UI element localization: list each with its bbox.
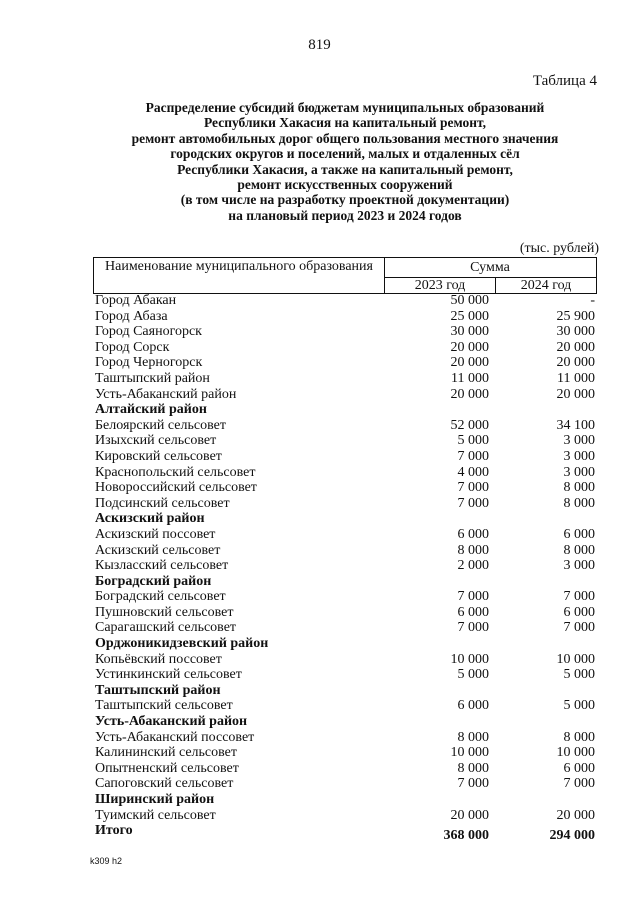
row-value-2023: 7 000	[457, 589, 489, 605]
row-value-2024: 3 000	[563, 464, 595, 480]
row-value-2024: 8 000	[563, 495, 595, 511]
row-value-2024: 20 000	[556, 355, 595, 371]
row-value-2024: 8 000	[563, 480, 595, 496]
title-line: на плановый период 2023 и 2024 годов	[228, 207, 462, 223]
row-name: Итого	[95, 823, 133, 839]
row-value-2023: 7 000	[457, 776, 489, 792]
table-row	[93, 324, 597, 340]
row-value-2023: 6 000	[457, 698, 489, 714]
row-name: Пушновский сельсовет	[95, 604, 234, 620]
row-name: Алтайский район	[95, 402, 207, 418]
row-name: Усть-Абаканский поссовет	[95, 729, 255, 745]
table-row	[93, 309, 597, 325]
table-row	[93, 371, 597, 387]
row-name: Калининский сельсовет	[95, 745, 237, 761]
title-line: Республики Хакасия, а также на капитальный ремонт,	[177, 161, 513, 177]
table-row	[93, 527, 597, 543]
row-name: Город Сорск	[95, 339, 170, 355]
footer-code: k309 h2	[90, 856, 123, 866]
row-value-2023: 5 000	[457, 433, 489, 449]
row-value-2023: 11 000	[451, 370, 489, 386]
row-value-2023: 50 000	[450, 293, 489, 308]
table-row	[93, 620, 597, 636]
units-label: (тыс. рублей)	[519, 241, 599, 256]
row-value-2024: 34 100	[556, 417, 595, 433]
table-row	[93, 589, 597, 605]
row-value-2024: 7 000	[563, 776, 595, 792]
table-row	[93, 558, 597, 574]
table-row	[93, 465, 597, 481]
row-value-2023: 4 000	[457, 464, 489, 480]
row-value-2024: 6 000	[563, 604, 595, 620]
total-2024: 294 000	[549, 828, 595, 843]
row-value-2024: 5 000	[563, 667, 595, 683]
title-line: ремонт искусственных сооружений	[237, 177, 453, 193]
row-value-2024: 20 000	[556, 807, 595, 823]
row-value-2024: 11 000	[557, 370, 595, 386]
table-row	[93, 496, 597, 512]
row-name: Кызласский сельсовет	[95, 558, 229, 574]
title-line: Республики Хакасия на капитальный ремонт,	[203, 115, 487, 131]
row-value-2023: 8 000	[457, 729, 489, 745]
title-line: ремонт автомобильных дорог общего пользования местного значения	[131, 130, 559, 146]
row-name: Краснопольский сельсовет	[95, 464, 256, 480]
row-name: Усть-Абаканский район	[95, 386, 237, 402]
row-value-2024: 25 900	[556, 308, 595, 324]
table-row	[93, 605, 597, 621]
row-name: Аскизский поссовет	[95, 526, 216, 542]
row-value-2023: 8 000	[457, 760, 489, 776]
row-name: Изыхский сельсовет	[95, 433, 217, 449]
row-value-2023: 10 000	[450, 651, 489, 667]
row-value-2023: 52 000	[450, 417, 489, 433]
header-year-2024: 2024 год	[520, 278, 572, 293]
row-value-2024: -	[590, 293, 595, 308]
header-year-2023: 2023 год	[414, 278, 466, 293]
table-row	[93, 730, 597, 746]
row-name: Кировский сельсовет	[95, 448, 222, 464]
row-name: Таштыпский район	[95, 370, 210, 386]
table-header	[93, 257, 597, 294]
total-2023: 368 000	[443, 828, 489, 843]
row-value-2023: 2 000	[457, 558, 489, 574]
table-row	[93, 698, 597, 714]
table-row	[93, 387, 597, 403]
title-line: городских округов и поселений, малых и отдаленных сёл	[170, 146, 520, 162]
row-name: Подсинский сельсовет	[95, 495, 230, 511]
table-row	[93, 355, 597, 371]
row-name: Усть-Абаканский район	[95, 714, 248, 730]
row-value-2023: 10 000	[450, 745, 489, 761]
table-row	[93, 543, 597, 559]
row-name: Аскизский район	[95, 511, 205, 527]
row-name: Город Саяногорск	[95, 324, 202, 340]
table-row	[93, 667, 597, 683]
district-heading-row	[93, 683, 597, 699]
row-name: Туимский сельсовет	[95, 807, 216, 823]
row-name: Город Абакан	[95, 293, 177, 308]
row-value-2023: 20 000	[450, 355, 489, 371]
table-row	[93, 418, 597, 434]
table-row	[93, 480, 597, 496]
row-value-2024: 3 000	[563, 433, 595, 449]
row-value-2023: 7 000	[457, 480, 489, 496]
row-name: Боградский район	[95, 573, 212, 589]
district-heading-row	[93, 402, 597, 418]
row-name: Новороссийский сельсовет	[95, 480, 257, 496]
table-row	[93, 449, 597, 465]
table-row	[93, 293, 597, 309]
row-name: Сапоговский сельсовет	[95, 776, 234, 792]
row-name: Белоярский сельсовет	[95, 417, 226, 433]
row-value-2024: 7 000	[563, 589, 595, 605]
row-value-2024: 30 000	[556, 324, 595, 340]
district-heading-row	[93, 574, 597, 590]
row-value-2023: 7 000	[457, 620, 489, 636]
row-name: Город Абаза	[95, 308, 168, 324]
header-sum: Сумма	[470, 260, 510, 275]
district-heading-row	[93, 792, 597, 808]
district-heading-row	[93, 636, 597, 652]
row-value-2024: 5 000	[563, 698, 595, 714]
page-number: 819	[308, 37, 331, 53]
row-value-2023: 20 000	[450, 807, 489, 823]
row-value-2023: 5 000	[457, 667, 489, 683]
table-row	[93, 776, 597, 792]
district-heading-row	[93, 511, 597, 527]
row-name: Таштыпский район	[95, 682, 221, 698]
row-name: Сарагашский сельсовет	[95, 620, 237, 636]
row-value-2023: 7 000	[457, 448, 489, 464]
district-heading-row	[93, 714, 597, 730]
row-name: Таштыпский сельсовет	[95, 698, 233, 714]
total-row	[93, 823, 597, 839]
row-value-2023: 6 000	[457, 604, 489, 620]
row-value-2024: 10 000	[556, 651, 595, 667]
row-value-2023: 30 000	[450, 324, 489, 340]
title-line: (в том числе на разработку проектной документации)	[180, 192, 510, 208]
table-row	[93, 745, 597, 761]
row-value-2024: 8 000	[563, 729, 595, 745]
header-name: Наименование муниципального образования	[105, 259, 373, 274]
row-value-2023: 20 000	[450, 339, 489, 355]
row-name: Орджоникидзевский район	[95, 636, 269, 652]
row-value-2023: 20 000	[450, 386, 489, 402]
row-name: Ширинский район	[95, 792, 215, 807]
row-value-2023: 25 000	[450, 308, 489, 324]
table-label: Таблица 4	[532, 73, 597, 89]
row-value-2024: 20 000	[556, 339, 595, 355]
table-row	[93, 761, 597, 777]
row-value-2024: 20 000	[556, 386, 595, 402]
row-value-2024: 7 000	[563, 620, 595, 636]
table-row	[93, 340, 597, 356]
row-value-2023: 6 000	[457, 526, 489, 542]
row-name: Город Черногорск	[95, 355, 203, 371]
row-value-2024: 8 000	[563, 542, 595, 558]
table-row	[93, 652, 597, 668]
row-name: Аскизский сельсовет	[95, 542, 221, 558]
row-value-2024: 6 000	[563, 526, 595, 542]
row-name: Опытненский сельсовет	[95, 760, 239, 776]
row-value-2024: 10 000	[556, 745, 595, 761]
row-value-2023: 7 000	[457, 495, 489, 511]
document-title	[95, 100, 595, 223]
row-value-2024: 3 000	[563, 448, 595, 464]
row-name: Копьёвский поссовет	[95, 651, 222, 667]
row-name: Боградский сельсовет	[95, 589, 226, 605]
row-value-2024: 6 000	[563, 760, 595, 776]
row-value-2024: 3 000	[563, 558, 595, 574]
title-line: Распределение субсидий бюджетам муниципальных образований	[145, 100, 545, 115]
table-body	[93, 293, 597, 839]
row-value-2023: 8 000	[457, 542, 489, 558]
table-row	[93, 433, 597, 449]
row-name: Устинкинский сельсовет	[95, 667, 242, 683]
table-row	[93, 808, 597, 824]
